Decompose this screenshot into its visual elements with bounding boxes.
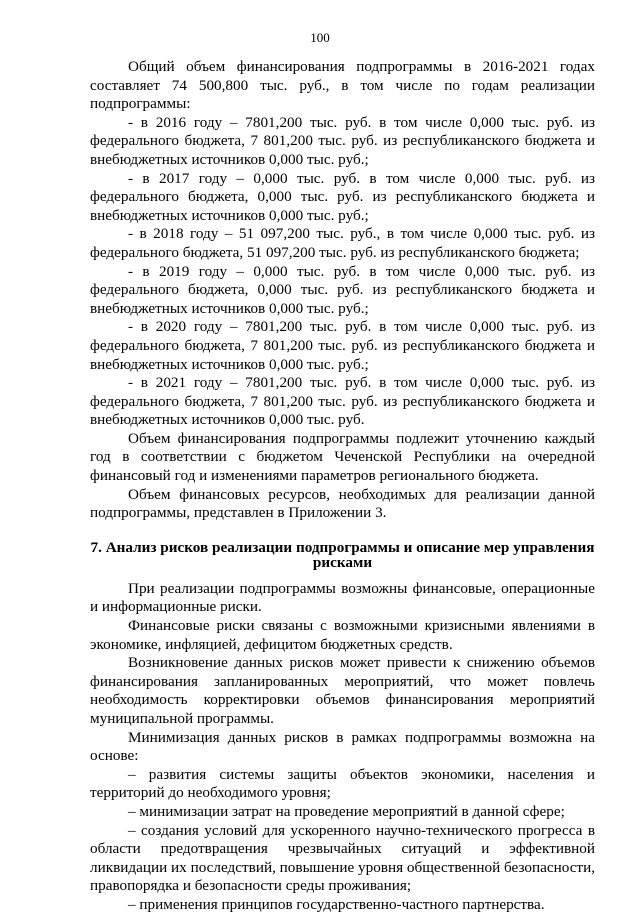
paragraph-funding-2018: - в 2018 году – 51 097,200 тыс. руб., в том числе 0,000 тыс. руб. из федерального бюджета, 51 097,200 тыс. руб. из республиканского бюджета; [90, 225, 595, 261]
paragraph-risk-minimization: Минимизация данных рисков в рамках подпрограммы возможна на основе: [90, 728, 595, 765]
paragraph-funding-2017: - в 2017 году – 0,000 тыс. руб. в том числе 0,000 тыс. руб. из федерального бюджета, 0,000 тыс. руб. из республиканского бюджета и внебюджетных источников 0,000 тыс. руб.; [90, 169, 595, 224]
paragraph-funding-adjustment: Объем финансирования подпрограммы подлежит уточнению каждый год в соответствии с бюджетом Чеченской Республики на очередной финансовый год и изменениями параметров регионального бюджета. [90, 429, 595, 485]
list-item-cost-minimization: – минимизации затрат на проведение мероприятий в данной сфере; [128, 802, 565, 820]
paragraph-funding-2020: - в 2020 году – 7801,200 тыс. руб. в том числе 0,000 тыс. руб. из федерального бюджета, 7 801,200 тыс. руб. из республиканского бюджета и внебюджетных источников 0,000 тыс. руб.; [90, 318, 595, 373]
paragraph-financial-risks: Финансовые риски связаны с возможными кризисными явлениями в экономике, инфляцией, дефицитом бюджетных средств. [90, 617, 595, 653]
paragraph-funding-2016: - в 2016 году – 7801,200 тыс. руб. в том числе 0,000 тыс. руб. из федерального бюджета, 7 801,200 тыс. руб. из республиканского бюджета и внебюджетных источников 0,000 тыс. руб.; [90, 113, 595, 168]
page-number: 100 [310, 30, 330, 45]
paragraph-funding-2019: - в 2019 году – 0,000 тыс. руб. в том числе 0,000 тыс. руб. из федерального бюджета, 0,000 тыс. руб. из республиканского бюджета и внебюджетных источников 0,000 тыс. руб.; [90, 262, 595, 317]
section-heading: 7. Анализ рисков реализации подпрограммы и описание мер управления рисками [90, 538, 595, 571]
paragraph-funding-2021: - в 2021 году – 7801,200 тыс. руб. в том числе 0,000 тыс. руб. из федерального бюджета, 7 801,200 тыс. руб. из республиканского бюджета и внебюджетных источников 0,000 тыс. руб. [90, 374, 595, 429]
list-item-scientific-progress: – создания условий для ускоренного научно-технического прогресса в области предотвращения чрезвычайных ситуаций и эффективной ликвидации их последствий, повышение уровня общественной безопасности, правопорядка и безопасности среды проживания; [90, 821, 595, 895]
document-body [90, 58, 595, 915]
paragraph-risk-consequences: Возникновение данных рисков может привести к снижению объемов финансирования запланированных мероприятий, что может повлечь необходимость корректировки объемов финансирования мероприятий муниципальной программы. [90, 654, 595, 727]
list-item-protection-system: – развития системы защиты объектов экономики, населения и территорий до необходимого уровня; [90, 765, 595, 802]
paragraph-appendix-reference: Объем финансовых ресурсов, необходимых для реализации данной подпрограммы, представлен в Приложении 3. [90, 485, 595, 522]
paragraph-risk-types: При реализации подпрограммы возможны финансовые, операционные и информационные риски. [90, 579, 595, 616]
list-item-public-private-partnership: – применения принципов государственно-частного партнерства. [128, 895, 545, 913]
paragraph-total-funding: Общий объем финансирования подпрограммы в 2016-2021 годах составляет 74 500,800 тыс. руб., в том числе по годам реализации подпрограммы: [90, 58, 595, 113]
